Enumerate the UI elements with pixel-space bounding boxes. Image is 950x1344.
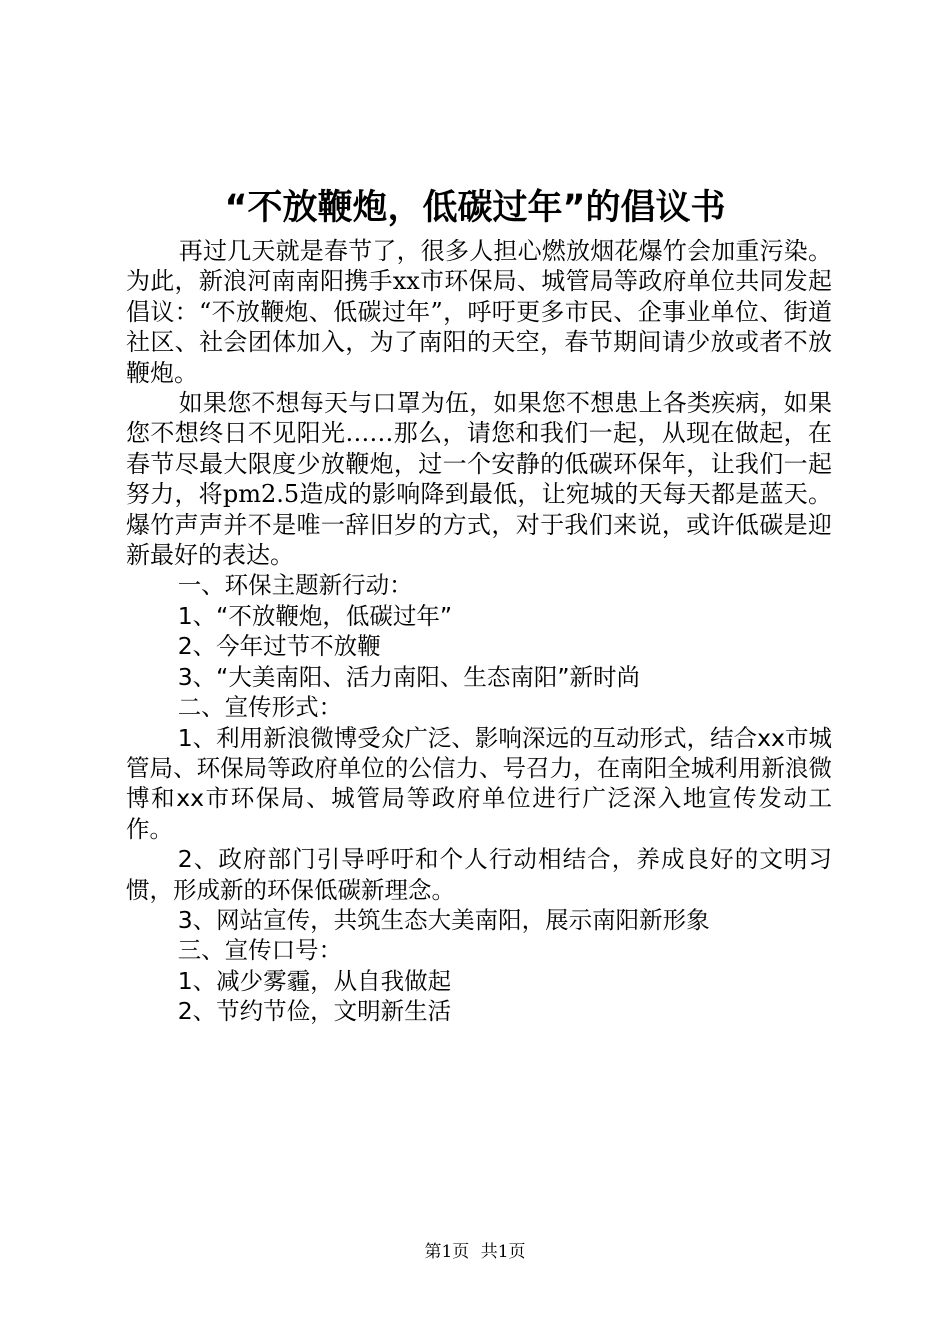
document-title: “不放鞭炮，低碳过年”的倡议书 xyxy=(224,188,726,228)
section-heading-slogans: 三、宣传口号： xyxy=(177,936,343,965)
slogan-item-2: 2、节约节俭，文明新生活 xyxy=(177,997,452,1026)
page-footer xyxy=(0,1240,950,1264)
action-item-3: 3、“大美南阳、活力南阳、生态南阳”新时尚 xyxy=(177,662,640,691)
section-heading-actions: 一、环保主题新行动： xyxy=(177,571,413,600)
form-item-2: 2、政府部门引导呼吁和个人行动相结合，养成良好的文明习惯，形成新的环保低碳新理念。 xyxy=(126,845,832,904)
paragraph-intro: 再过几天就是春节了，很多人担心燃放烟花爆竹会加重污染。为此，新浪河南南阳携手xx市环保局、城管局等政府单位共同发起倡议：“不放鞭炮、低碳过年”，呼吁更多市民、企事业单位、街道社区、社会团体加入，为了南阳的天空，春节期间请少放或者不放鞭炮。 xyxy=(126,237,832,387)
action-item-1: 1、“不放鞭炮，低碳过年” xyxy=(177,601,452,630)
page-total: 共1页 xyxy=(480,1242,526,1262)
paragraph-appeal: 如果您不想每天与口罩为伍，如果您不想患上各类疾病，如果您不想终日不见阳光……那么，请您和我们一起，从现在做起，在春节尽最大限度少放鞭炮，过一个安静的低碳环保年，让我们一起努力，将pm2.5造成的影响降到最低，让宛城的天每天都是蓝天。爆竹声声并不是唯一辞旧岁的方式，对于我们来说，或许低碳是迎新最好的表达。 xyxy=(126,389,832,570)
page-number: 第1页 xyxy=(424,1242,470,1262)
action-item-2: 2、今年过节不放鞭 xyxy=(177,632,381,661)
document-body xyxy=(126,236,832,1027)
form-item-1: 1、利用新浪微博受众广泛、影响深远的互动形式，结合xx市城管局、环保局等政府单位的公信力、号召力，在南阳全城利用新浪微博和xx市环保局、城管局等政府单位进行广泛深入地宣传发动工作。 xyxy=(126,723,832,843)
form-item-3: 3、网站宣传，共筑生态大美南阳，展示南阳新形象 xyxy=(177,905,710,934)
section-heading-forms: 二、宣传形式： xyxy=(177,693,343,722)
slogan-item-1: 1、减少雾霾，从自我做起 xyxy=(177,966,452,995)
